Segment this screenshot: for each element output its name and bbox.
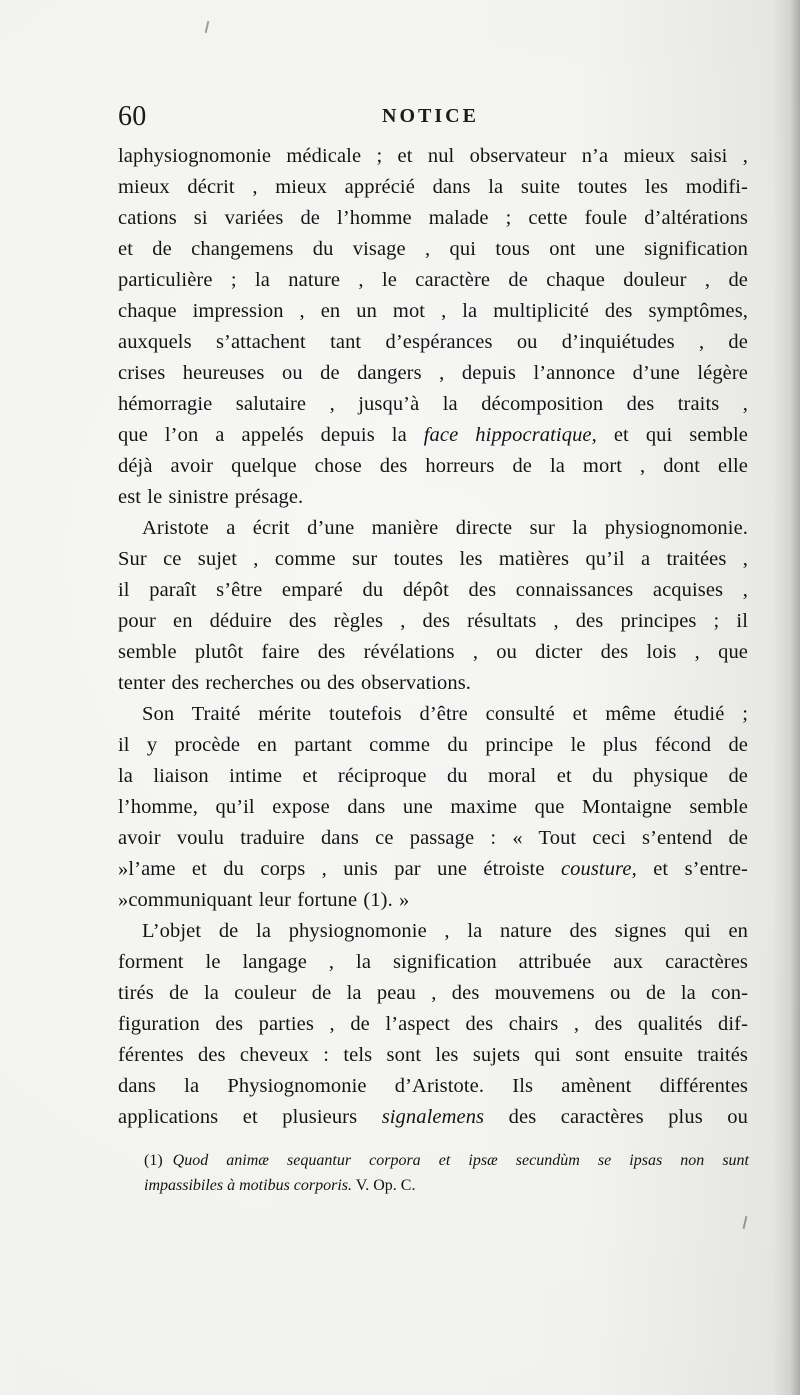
text-segment: des caractères plus ou: [484, 1106, 748, 1128]
text-line: figuration des parties , de l’aspect des chairs , des qualités dif-: [118, 1013, 748, 1035]
main-text: [118, 141, 748, 1133]
text-line-with-emphasis: [118, 854, 748, 885]
text-line: particulière ; la nature , le caractère de chaque douleur , de: [118, 269, 748, 291]
text-line: forment le langage , la signification attribuée aux caractères: [118, 951, 748, 973]
text-line: laphysiognomonie médicale ; et nul observateur n’a mieux saisi ,: [118, 145, 748, 167]
text-line: hémorragie salutaire , jusqu’à la décomposition des traits ,: [118, 393, 748, 415]
text-line: la liaison intime et réciproque du moral et du physique de: [118, 765, 748, 787]
emphasis-text: cousture,: [560, 858, 637, 880]
paragraph-2: [118, 513, 748, 699]
text-segment: »l’ame et du corps , unis par une étroiste: [118, 858, 561, 880]
text-line: chaque impression , en un mot , la multiplicité des symptômes,: [118, 300, 748, 322]
text-line: L’objet de la physiognomonie , la nature des signes qui en: [142, 920, 748, 942]
text-line-with-emphasis: [118, 1102, 748, 1133]
paragraph-4: [118, 916, 748, 1133]
text-line: tirés de la couleur de la peau , des mouvemens ou de la con-: [118, 982, 748, 1004]
text-line: semble plutôt faire des révélations , ou dicter des lois , que: [118, 641, 748, 663]
scan-mark: [205, 21, 210, 33]
text-segment: applications et plusieurs: [118, 1106, 382, 1128]
text-line: pour en déduire des règles , des résultats , des principes ; il: [118, 610, 748, 632]
footnote-text: Quod animæ sequantur corpora et ipsæ secundùm se ipsas non sunt: [172, 1152, 749, 1169]
text-line: cations si variées de l’homme malade ; cette foule d’altérations: [118, 207, 748, 229]
text-line: »communiquant leur fortune (1). »: [118, 889, 410, 911]
footnote-text: V. Op. C.: [352, 1177, 416, 1194]
scan-mark: [743, 1216, 748, 1229]
text-segment: et qui semble: [596, 424, 748, 446]
text-line: l’homme, qu’il expose dans une maxime que Montaigne semble: [118, 796, 748, 818]
text-line: Son Traité mérite toutefois d’être consulté et même étudié ;: [142, 703, 748, 725]
text-segment: et s’entre-: [636, 858, 748, 880]
footnote-emphasis: impassibiles à motibus corporis.: [144, 1177, 353, 1194]
text-segment: que l’on a appelés depuis la: [118, 424, 424, 446]
footnote-marker: (1): [144, 1152, 163, 1169]
footnote: [144, 1148, 749, 1198]
text-line: il paraît s’être emparé du dépôt des connaissances acquises ,: [118, 579, 748, 601]
paragraph-3: [118, 699, 748, 916]
footnote-line: [144, 1173, 749, 1198]
paragraph-1: [118, 141, 748, 513]
text-line: dans la Physiognomonie d’Aristote. Ils amènent différentes: [118, 1075, 748, 1097]
text-line: auxquels s’attachent tant d’espérances ou d’inquiétudes , de: [118, 331, 748, 353]
emphasis-text: signalemens: [381, 1106, 485, 1128]
text-line: et de changemens du visage , qui tous ont une signification: [118, 238, 748, 260]
page-edge-shadow: [772, 0, 800, 1395]
text-line: il y procède en partant comme du principe le plus fécond de: [118, 734, 748, 756]
emphasis-text: face hippocratique,: [423, 424, 597, 446]
text-line: déjà avoir quelque chose des horreurs de la mort , dont elle: [118, 455, 748, 477]
text-line-with-emphasis: [118, 420, 748, 451]
page-number: 60: [118, 101, 147, 132]
text-line: Sur ce sujet , comme sur toutes les matières qu’il a traitées ,: [118, 548, 748, 570]
text-line: avoir voulu traduire dans ce passage : « Tout ceci s’entend de: [118, 827, 748, 849]
footnote-line: [144, 1148, 749, 1173]
text-line: tenter des recherches ou des observations.: [118, 672, 472, 694]
text-line: mieux décrit , mieux apprécié dans la suite toutes les modifi-: [118, 176, 748, 198]
text-line: est le sinistre présage.: [118, 486, 304, 508]
text-line: férentes des cheveux : tels sont les sujets qui sont ensuite traités: [118, 1044, 748, 1066]
text-line: Aristote a écrit d’une manière directe sur la physiognomonie.: [142, 517, 748, 539]
text-line: crises heureuses ou de dangers , depuis l’annonce d’une légère: [118, 362, 748, 384]
running-head: NOTICE: [382, 105, 479, 127]
page-header: [118, 98, 748, 138]
